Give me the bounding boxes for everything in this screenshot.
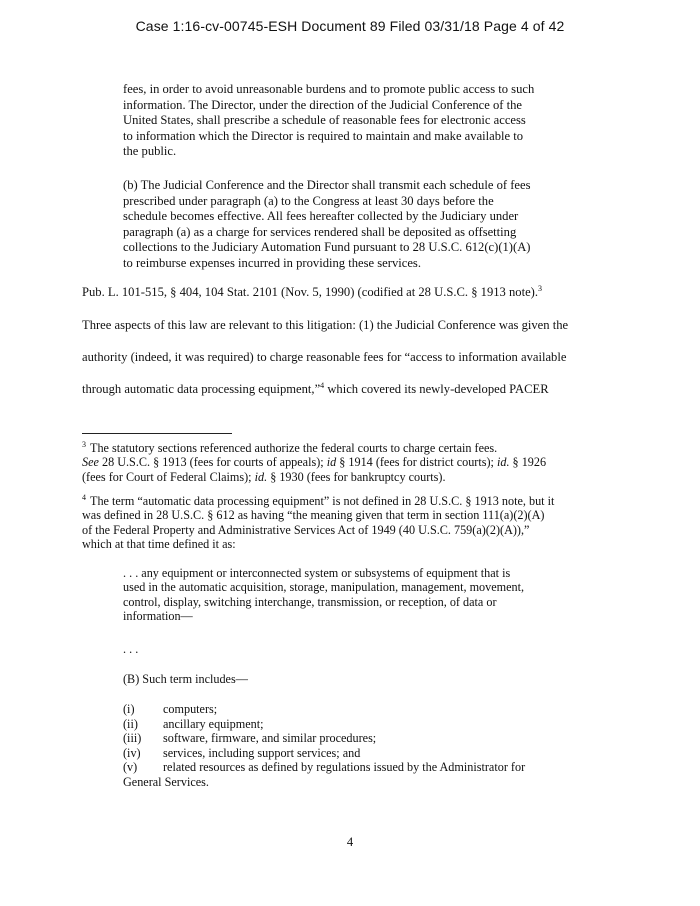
list-item-number: (ii) (123, 716, 138, 731)
body-line-3 (82, 382, 622, 397)
quote-line: prescribed under paragraph (a) to the Congress at least 30 days before the (123, 193, 494, 208)
footnote-text: § 1930 (fees for bankruptcy courts). (267, 469, 446, 484)
footnote-line (82, 455, 624, 469)
footnote-line (82, 494, 624, 508)
footnote-text: § 1926 (509, 455, 547, 470)
footnote-text: (fees for Court of Federal Claims); (82, 469, 255, 484)
signal-id: id. (496, 455, 510, 470)
definition-list (123, 702, 583, 790)
quote-line: United States, shall prescribe a schedule of reasonable fees for electronic access (123, 113, 526, 128)
quote-line: fees, in order to avoid unreasonable burdens and to promote public access to such (123, 82, 535, 96)
footnote-mark: 4 (82, 492, 86, 502)
footnote-3 (82, 441, 624, 484)
quote-line: collections to the Judiciary Automation Fund pursuant to 28 U.S.C. 612(c)(1)(A) (123, 240, 531, 255)
ellipsis-line: . . . (123, 642, 139, 656)
footnote-text: 28 U.S.C. § 1913 (fees for courts of appeals); (98, 455, 327, 470)
quote-line: . . . any equipment or interconnected system or subsystems of equipment that is (123, 566, 511, 580)
list-item (123, 702, 583, 717)
footnote-line: which at that time defined it as: (82, 537, 236, 552)
body-line-3-text-b: which covered its newly-developed PACER (324, 382, 549, 396)
list-item-text: computers; (163, 702, 218, 716)
case-header: Case 1:16-cv-00745-ESH Document 89 Filed 03/31/18 Page 4 of 42 (135, 18, 565, 34)
quote-line: control, display, switching interchange, transmission, or reception, of data or (123, 594, 497, 609)
block-quote-b (123, 178, 593, 272)
signal-id: id. (254, 469, 268, 484)
quote-line: to reimburse expenses incurred in providing these services. (123, 255, 421, 270)
list-item-text: ancillary equipment; (163, 716, 264, 731)
quote-line: used in the automatic acquisition, storage, manipulation, management, movement, (123, 580, 525, 595)
quote-line: paragraph (a) as a charge for services rendered shall be deposited as offsetting (123, 224, 517, 239)
footnote-block-quote (123, 566, 583, 624)
list-item-text: services, including support services; and (163, 745, 361, 760)
list-item-number: (v) (123, 760, 138, 775)
body-line-3-text-a: through automatic data processing equipment,” (82, 382, 321, 396)
quote-line: schedule becomes effective. All fees hereafter collected by the Judiciary under (123, 209, 519, 224)
list-item-text: related resources as defined by regulations issued by the Administrator for (163, 760, 526, 775)
list-item (123, 717, 583, 732)
footnote-mark: 3 (82, 439, 86, 449)
list-item (123, 746, 583, 761)
list-item-continuation: General Services. (123, 774, 209, 789)
list-item (123, 731, 583, 746)
footnote-text: § 1914 (fees for district courts); (336, 455, 497, 470)
footnote-text: The statutory sections referenced authorize the federal courts to charge certain fees. (90, 441, 498, 455)
signal-see: See (82, 455, 99, 470)
signal-id: id (326, 455, 337, 470)
footnote-divider (82, 433, 232, 434)
footnote-line (82, 470, 624, 484)
page-number: 4 (346, 835, 354, 849)
quote-line: information— (123, 609, 193, 624)
block-quote-a (123, 82, 593, 160)
footnote-4 (82, 494, 624, 552)
list-item-number: (iv) (123, 745, 141, 760)
body-line-2: authority (indeed, it was required) to charge reasonable fees for “access to information available (82, 350, 567, 364)
quote-line: (b) The Judicial Conference and the Director shall transmit each schedule of fees (123, 178, 531, 192)
list-item-number: (iii) (123, 731, 142, 746)
body-line-1: Three aspects of this law are relevant to this litigation: (1) the Judicial Conference was given the (82, 318, 569, 332)
footnote-line: was defined in 28 U.S.C. § 612 as having “the meaning given that term in section 111(a)(2)(A) (82, 508, 545, 523)
list-item-text: software, firmware, and similar procedures; (163, 731, 377, 746)
footnote-ref-3[interactable]: 3 (538, 283, 543, 293)
footnote-text: The term “automatic data processing equipment” is not defined in 28 U.S.C. § 1913 note, but it (90, 494, 555, 508)
quote-line: the public. (123, 144, 177, 159)
citation-text: Pub. L. 101-515, § 404, 104 Stat. 2101 (Nov. 5, 1990) (codified at 28 U.S.C. § 1913 note). (82, 285, 539, 299)
quote-line: information. The Director, under the direction of the Judicial Conference of the (123, 97, 522, 112)
citation-line (82, 285, 622, 300)
list-item-number: (i) (123, 702, 135, 716)
footnote-line (82, 441, 624, 455)
subsection-b-heading: (B) Such term includes— (123, 672, 248, 686)
list-item (123, 760, 583, 775)
quote-line: to information which the Director is required to maintain and make available to (123, 128, 524, 143)
footnote-line: of the Federal Property and Administrative Services Act of 1949 (40 U.S.C. 759(a)(2)(A)),” (82, 522, 530, 537)
footnote-ref-4[interactable]: 4 (320, 380, 325, 390)
